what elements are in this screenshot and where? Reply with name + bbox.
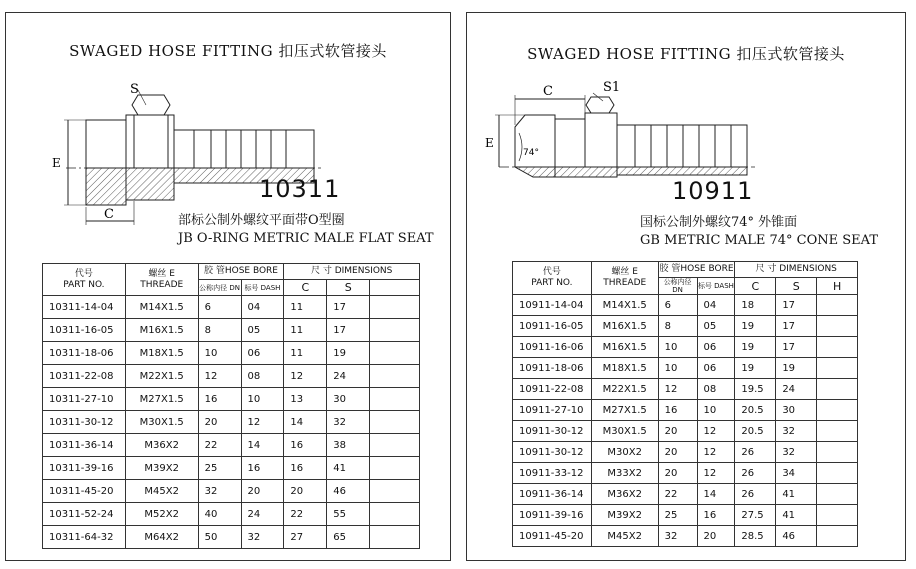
- dn-cell: 22: [658, 484, 697, 505]
- table-row: [43, 480, 420, 503]
- dn-cell: 10: [658, 358, 697, 379]
- dn-cell: 25: [658, 505, 697, 526]
- dim-extra-cell: [370, 526, 420, 549]
- table-row: [43, 296, 420, 319]
- part-no-cell: 10911-39-16: [513, 505, 592, 526]
- dim-extra-cell: [370, 388, 420, 411]
- thread-cell: M14X1.5: [125, 296, 198, 319]
- dim-s-cell: 41: [776, 505, 817, 526]
- thread-cell: M22X1.5: [125, 365, 198, 388]
- right-header-dn: 公称内径 DN: [658, 278, 697, 295]
- thread-cell: M14X1.5: [591, 295, 658, 316]
- table-row: [513, 463, 858, 484]
- right-header-thread: 螺丝 E THREADE: [591, 262, 658, 295]
- thread-cell: M33X2: [591, 463, 658, 484]
- left-header-dn: 公称内径 DN: [198, 280, 241, 296]
- right-header-dims: 尺 寸 DIMENSIONS: [735, 262, 858, 278]
- part-no-cell: 10911-27-10: [513, 400, 592, 421]
- dim-c-cell: 19: [735, 358, 776, 379]
- part-no-cell: 10311-16-05: [43, 319, 126, 342]
- dash-cell: 16: [241, 457, 284, 480]
- dim-extra-cell: [817, 400, 858, 421]
- dash-cell: 08: [241, 365, 284, 388]
- right-label-angle: 74°: [523, 148, 539, 158]
- dim-c-cell: 11: [284, 296, 327, 319]
- dim-c-cell: 11: [284, 342, 327, 365]
- dim-extra-cell: [817, 505, 858, 526]
- table-row: [43, 457, 420, 480]
- table-row: [513, 526, 858, 547]
- dim-c-cell: 19.5: [735, 379, 776, 400]
- dash-cell: 20: [697, 526, 735, 547]
- right-header-c: C: [735, 278, 776, 295]
- dim-c-cell: 22: [284, 503, 327, 526]
- right-label-s1: S1: [603, 80, 621, 95]
- part-no-cell: 10911-30-12: [513, 421, 592, 442]
- dim-extra-cell: [817, 526, 858, 547]
- left-panel: [5, 12, 451, 561]
- dash-cell: 06: [697, 337, 735, 358]
- dim-s-cell: 32: [776, 442, 817, 463]
- right-part-code: 10911: [672, 177, 754, 205]
- dim-c-cell: 26: [735, 442, 776, 463]
- table-row: [43, 434, 420, 457]
- dim-c-cell: 18: [735, 295, 776, 316]
- left-part-code: 10311: [259, 175, 341, 203]
- right-header-part: 代号 PART NO.: [513, 262, 592, 295]
- table-row: [43, 503, 420, 526]
- table-row: [43, 319, 420, 342]
- thread-cell: M22X1.5: [591, 379, 658, 400]
- dim-c-cell: 26: [735, 484, 776, 505]
- right-header-bore: 胶 管HOSE BORE: [658, 262, 735, 278]
- dn-cell: 10: [658, 337, 697, 358]
- dash-cell: 12: [697, 421, 735, 442]
- part-no-cell: 10911-18-06: [513, 358, 592, 379]
- left-header-dims: 尺 寸 DIMENSIONS: [284, 264, 420, 280]
- dn-cell: 6: [198, 296, 241, 319]
- thread-cell: M36X2: [125, 434, 198, 457]
- thread-cell: M39X2: [125, 457, 198, 480]
- left-header-blank: [370, 280, 420, 296]
- part-no-cell: 10911-36-14: [513, 484, 592, 505]
- part-no-cell: 10911-16-06: [513, 337, 592, 358]
- dim-extra-cell: [370, 457, 420, 480]
- part-no-cell: 10911-22-08: [513, 379, 592, 400]
- dash-cell: 08: [697, 379, 735, 400]
- dash-cell: 04: [697, 295, 735, 316]
- dim-c-cell: 20: [284, 480, 327, 503]
- dim-c-cell: 26: [735, 463, 776, 484]
- dim-extra-cell: [817, 358, 858, 379]
- part-no-cell: 10911-45-20: [513, 526, 592, 547]
- dim-s-cell: 17: [776, 295, 817, 316]
- dim-c-cell: 20.5: [735, 421, 776, 442]
- dash-cell: 05: [241, 319, 284, 342]
- dn-cell: 20: [658, 463, 697, 484]
- dim-c-cell: 27.5: [735, 505, 776, 526]
- dash-cell: 14: [697, 484, 735, 505]
- dash-cell: 10: [241, 388, 284, 411]
- dim-s-cell: 24: [776, 379, 817, 400]
- thread-cell: M30X1.5: [125, 411, 198, 434]
- table-row: [513, 337, 858, 358]
- right-title: SWAGED HOSE FITTING 扣压式软管接头: [527, 45, 845, 63]
- dim-extra-cell: [817, 337, 858, 358]
- thread-cell: M45X2: [125, 480, 198, 503]
- right-header-h: H: [817, 278, 858, 295]
- right-header-s: S: [776, 278, 817, 295]
- dim-s-cell: 34: [776, 463, 817, 484]
- dim-s-cell: 17: [776, 316, 817, 337]
- table-row: [43, 388, 420, 411]
- thread-cell: M18X1.5: [125, 342, 198, 365]
- table-row: [513, 484, 858, 505]
- table-row: [513, 379, 858, 400]
- dim-extra-cell: [817, 379, 858, 400]
- left-header-part: 代号 PART NO.: [43, 264, 126, 296]
- left-subtitle-en: JB O-RING METRIC MALE FLAT SEAT: [178, 231, 434, 246]
- dim-c-cell: 28.5: [735, 526, 776, 547]
- dim-s-cell: 19: [776, 358, 817, 379]
- left-subtitle-cn: 部标公制外螺纹平面带O型圈: [178, 213, 345, 228]
- dim-s-cell: 19: [327, 342, 370, 365]
- table-row: [513, 295, 858, 316]
- part-no-cell: 10311-27-10: [43, 388, 126, 411]
- dim-extra-cell: [370, 342, 420, 365]
- thread-cell: M52X2: [125, 503, 198, 526]
- dim-c-cell: 27: [284, 526, 327, 549]
- dn-cell: 16: [198, 388, 241, 411]
- table-row: [513, 505, 858, 526]
- dim-extra-cell: [817, 316, 858, 337]
- thread-cell: M27X1.5: [591, 400, 658, 421]
- left-header-bore: 胶 管HOSE BORE: [198, 264, 284, 280]
- dim-s-cell: 55: [327, 503, 370, 526]
- right-subtitle-en: GB METRIC MALE 74° CONE SEAT: [640, 233, 879, 248]
- dim-s-cell: 41: [327, 457, 370, 480]
- dash-cell: 12: [697, 463, 735, 484]
- part-no-cell: 10311-39-16: [43, 457, 126, 480]
- dim-s-cell: 17: [776, 337, 817, 358]
- right-label-e: E: [485, 136, 494, 150]
- dash-cell: 20: [241, 480, 284, 503]
- dim-extra-cell: [817, 484, 858, 505]
- table-row: [43, 411, 420, 434]
- dn-cell: 25: [198, 457, 241, 480]
- dim-c-cell: 16: [284, 434, 327, 457]
- dim-extra-cell: [817, 442, 858, 463]
- left-label-s: S: [130, 82, 139, 97]
- dim-s-cell: 41: [776, 484, 817, 505]
- part-no-cell: 10311-18-06: [43, 342, 126, 365]
- table-row: [43, 365, 420, 388]
- thread-cell: M30X1.5: [591, 421, 658, 442]
- dim-extra-cell: [370, 296, 420, 319]
- part-no-cell: 10311-52-24: [43, 503, 126, 526]
- dash-cell: 05: [697, 316, 735, 337]
- part-no-cell: 10311-36-14: [43, 434, 126, 457]
- dn-cell: 50: [198, 526, 241, 549]
- dn-cell: 20: [658, 442, 697, 463]
- left-label-c: C: [104, 207, 114, 222]
- part-no-cell: 10311-30-12: [43, 411, 126, 434]
- dn-cell: 20: [658, 421, 697, 442]
- left-header-dash: 标号 DASH: [241, 280, 284, 296]
- dim-extra-cell: [370, 411, 420, 434]
- dim-c-cell: 20.5: [735, 400, 776, 421]
- dn-cell: 6: [658, 295, 697, 316]
- table-row: [43, 526, 420, 549]
- part-no-cell: 10311-22-08: [43, 365, 126, 388]
- dim-c-cell: 11: [284, 319, 327, 342]
- thread-cell: M16X1.5: [591, 316, 658, 337]
- dim-extra-cell: [370, 480, 420, 503]
- thread-cell: M27X1.5: [125, 388, 198, 411]
- thread-cell: M36X2: [591, 484, 658, 505]
- dim-s-cell: 38: [327, 434, 370, 457]
- dim-c-cell: 16: [284, 457, 327, 480]
- dn-cell: 40: [198, 503, 241, 526]
- dash-cell: 14: [241, 434, 284, 457]
- dim-c-cell: 12: [284, 365, 327, 388]
- dn-cell: 10: [198, 342, 241, 365]
- part-no-cell: 10911-33-12: [513, 463, 592, 484]
- thread-cell: M64X2: [125, 526, 198, 549]
- dim-extra-cell: [817, 295, 858, 316]
- dn-cell: 32: [658, 526, 697, 547]
- dim-c-cell: 13: [284, 388, 327, 411]
- dim-extra-cell: [370, 365, 420, 388]
- thread-cell: M18X1.5: [591, 358, 658, 379]
- part-no-cell: 10311-45-20: [43, 480, 126, 503]
- dn-cell: 22: [198, 434, 241, 457]
- part-no-cell: 10311-64-32: [43, 526, 126, 549]
- left-label-e: E: [52, 156, 61, 170]
- dash-cell: 10: [697, 400, 735, 421]
- thread-cell: M45X2: [591, 526, 658, 547]
- table-row: [43, 342, 420, 365]
- thread-cell: M16X1.5: [125, 319, 198, 342]
- dim-s-cell: 30: [327, 388, 370, 411]
- left-header-s: S: [327, 280, 370, 296]
- right-spec-table: [512, 261, 858, 547]
- dim-extra-cell: [817, 463, 858, 484]
- dim-extra-cell: [370, 319, 420, 342]
- dn-cell: 20: [198, 411, 241, 434]
- dim-extra-cell: [817, 421, 858, 442]
- dash-cell: 16: [697, 505, 735, 526]
- left-title: SWAGED HOSE FITTING 扣压式软管接头: [69, 42, 387, 60]
- dim-s-cell: 17: [327, 296, 370, 319]
- left-spec-table: [42, 263, 420, 549]
- thread-cell: M39X2: [591, 505, 658, 526]
- dn-cell: 16: [658, 400, 697, 421]
- dash-cell: 06: [697, 358, 735, 379]
- table-row: [513, 400, 858, 421]
- dash-cell: 32: [241, 526, 284, 549]
- dim-s-cell: 32: [776, 421, 817, 442]
- dash-cell: 24: [241, 503, 284, 526]
- right-subtitle-cn: 国标公制外螺纹74° 外锥面: [640, 215, 798, 230]
- table-row: [513, 442, 858, 463]
- dim-c-cell: 19: [735, 316, 776, 337]
- dn-cell: 12: [198, 365, 241, 388]
- dim-s-cell: 30: [776, 400, 817, 421]
- part-no-cell: 10911-14-04: [513, 295, 592, 316]
- part-no-cell: 10911-16-05: [513, 316, 592, 337]
- dim-s-cell: 24: [327, 365, 370, 388]
- dim-c-cell: 14: [284, 411, 327, 434]
- part-no-cell: 10911-30-12: [513, 442, 592, 463]
- table-row: [513, 421, 858, 442]
- dim-s-cell: 65: [327, 526, 370, 549]
- thread-cell: M16X1.5: [591, 337, 658, 358]
- dim-extra-cell: [370, 503, 420, 526]
- dn-cell: 8: [198, 319, 241, 342]
- dash-cell: 12: [241, 411, 284, 434]
- right-header-dash: 标号 DASH: [697, 278, 735, 295]
- dn-cell: 8: [658, 316, 697, 337]
- thread-cell: M30X2: [591, 442, 658, 463]
- dim-s-cell: 17: [327, 319, 370, 342]
- dn-cell: 12: [658, 379, 697, 400]
- dim-s-cell: 46: [327, 480, 370, 503]
- left-header-thread: 螺丝 E THREADE: [125, 264, 198, 296]
- dn-cell: 32: [198, 480, 241, 503]
- dim-s-cell: 46: [776, 526, 817, 547]
- table-row: [513, 316, 858, 337]
- dim-c-cell: 19: [735, 337, 776, 358]
- dash-cell: 06: [241, 342, 284, 365]
- part-no-cell: 10311-14-04: [43, 296, 126, 319]
- right-label-c: C: [543, 84, 553, 99]
- table-row: [513, 358, 858, 379]
- left-header-c: C: [284, 280, 327, 296]
- dim-s-cell: 32: [327, 411, 370, 434]
- dash-cell: 12: [697, 442, 735, 463]
- dim-extra-cell: [370, 434, 420, 457]
- right-panel: [466, 12, 906, 561]
- dash-cell: 04: [241, 296, 284, 319]
